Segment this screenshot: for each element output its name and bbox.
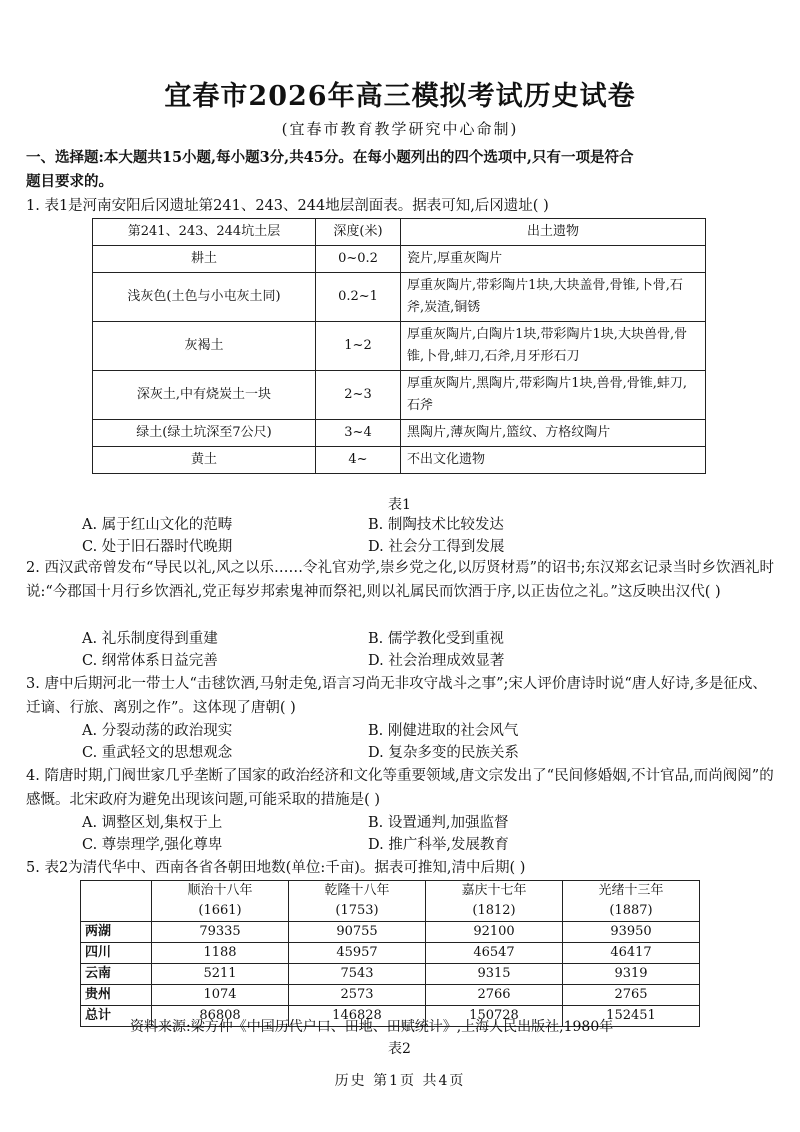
table-cell: 2~3 bbox=[316, 371, 401, 420]
table-cell: 90755 bbox=[289, 922, 426, 943]
table-2-caption: 表2 bbox=[388, 1041, 411, 1057]
table-row-label: 贵州 bbox=[81, 985, 152, 1006]
question-3-stem: 3. 唐中后期河北一带士人“击毬饮酒,马射走兔,语言习尚无非攻守战斗之事”;宋人评价唐诗时说“唐人好诗,多是征戍、迁谪、行旅、离别之作”。这体现了唐朝( ) bbox=[26, 676, 767, 716]
q3-option-c: C. 重武轻文的思想观念 bbox=[82, 745, 233, 761]
table-row-label: 四川 bbox=[81, 943, 152, 964]
table-header-row bbox=[81, 881, 700, 922]
table-row bbox=[93, 246, 706, 273]
q1-option-d: D. 社会分工得到发展 bbox=[368, 539, 505, 555]
header-reign: 乾隆十八年 bbox=[324, 883, 390, 898]
table-2 bbox=[80, 880, 700, 1027]
table-cell: 1074 bbox=[152, 985, 289, 1006]
table-cell: 45957 bbox=[289, 943, 426, 964]
table-cell: 92100 bbox=[426, 922, 563, 943]
table-row bbox=[93, 420, 706, 447]
table-cell: 1188 bbox=[152, 943, 289, 964]
table-2-source: 资料来源:梁方仲《中国历代户口、田地、田赋统计》,上海人民出版社,1980年 bbox=[130, 1019, 614, 1035]
table-cell: 黑陶片,薄灰陶片,篮纹、方格纹陶片 bbox=[401, 420, 706, 447]
question-1-stem: 1. 表1是河南安阳后冈遗址第241、243、244地层剖面表。据表可知,后冈遗址( ) bbox=[26, 198, 549, 214]
table-cell: 深灰土,中有烧炭土一块 bbox=[93, 371, 316, 420]
table-header-cell bbox=[152, 881, 289, 922]
q4-option-d: D. 推广科举,发展教育 bbox=[368, 837, 509, 853]
table-cell: 9319 bbox=[563, 964, 700, 985]
table-header-cell: 深度(米) bbox=[316, 219, 401, 246]
question-5-stem: 5. 表2为清代华中、西南各省各朝田地数(单位:千亩)。据表可推知,清中后期( ) bbox=[26, 860, 526, 876]
question-4-stem: 4. 隋唐时期,门阀世家几乎垄断了国家的政治经济和文化等重要领域,唐文宗发出了“民间修婚姻,不计官品,而尚阀阅”的感慨。北宋政府为避免出现该问题,可能采取的措施是( ) bbox=[26, 768, 774, 808]
table-header-cell bbox=[426, 881, 563, 922]
header-year: (1812) bbox=[472, 903, 516, 918]
table-header-cell-empty bbox=[81, 881, 152, 922]
table-cell: 146828 bbox=[289, 1006, 426, 1027]
table-cell: 2573 bbox=[289, 985, 426, 1006]
table-cell: 0~0.2 bbox=[316, 246, 401, 273]
table-cell: 不出文化遗物 bbox=[401, 447, 706, 474]
table-row bbox=[93, 322, 706, 371]
table-cell: 46417 bbox=[563, 943, 700, 964]
q2-option-d: D. 社会治理成效显著 bbox=[368, 653, 505, 669]
q1-option-a: A. 属于红山文化的范畴 bbox=[82, 517, 233, 533]
q4-option-a: A. 调整区划,集权于上 bbox=[82, 815, 223, 831]
question-2-stem: 2. 西汉武帝曾发布“导民以礼,风之以乐……令礼官劝学,崇乡党之化,以厉贤材焉”的诏书;东汉郑玄记录当时乡饮酒礼时说:“今郡国十月行乡饮酒礼,党正每岁邦索鬼神而祭祀,则以礼属民而饮酒于序,以正齿位之礼。”这反映出汉代( ) bbox=[26, 560, 774, 600]
table-cell: 93950 bbox=[563, 922, 700, 943]
table-cell: 46547 bbox=[426, 943, 563, 964]
table-1-caption: 表1 bbox=[388, 497, 411, 513]
table-header-cell bbox=[289, 881, 426, 922]
table-header-row bbox=[93, 219, 706, 246]
table-cell: 9315 bbox=[426, 964, 563, 985]
table-cell: 瓷片,厚重灰陶片 bbox=[401, 246, 706, 273]
table-cell: 3~4 bbox=[316, 420, 401, 447]
table-row bbox=[81, 922, 700, 943]
table-cell: 5211 bbox=[152, 964, 289, 985]
header-year: (1753) bbox=[335, 903, 379, 918]
table-cell: 2766 bbox=[426, 985, 563, 1006]
section-heading: 一、选择题:本大题共15小题,每小题3分,共45分。在每小题列出的四个选项中,只有一项是符合 bbox=[26, 149, 634, 166]
table-row bbox=[93, 447, 706, 474]
table-cell: 浅灰色(土色与小屯灰土同) bbox=[93, 273, 316, 322]
q2-option-c: C. 纲常体系日益完善 bbox=[82, 653, 218, 669]
q1-option-c: C. 处于旧石器时代晚期 bbox=[82, 539, 233, 555]
q3-option-a: A. 分裂动荡的政治现实 bbox=[82, 723, 233, 739]
table-row-label: 总计 bbox=[81, 1006, 152, 1027]
table-cell: 152451 bbox=[563, 1006, 700, 1027]
table-cell: 79335 bbox=[152, 922, 289, 943]
table-cell: 0.2~1 bbox=[316, 273, 401, 322]
table-cell: 灰褐土 bbox=[93, 322, 316, 371]
table-cell: 1~2 bbox=[316, 322, 401, 371]
q3-option-b: B. 刚健进取的社会风气 bbox=[368, 723, 519, 739]
q4-option-c: C. 尊崇理学,强化尊卑 bbox=[82, 837, 223, 853]
table-row-label: 两湖 bbox=[81, 922, 152, 943]
table-header-cell: 第241、243、244坑土层 bbox=[93, 219, 316, 246]
exam-subtitle: (宜春市教育教学研究中心命制) bbox=[281, 120, 519, 138]
table-row bbox=[81, 964, 700, 985]
table-header-cell: 出土遗物 bbox=[401, 219, 706, 246]
table-row bbox=[81, 985, 700, 1006]
section-heading-cont: 题目要求的。 bbox=[26, 173, 113, 190]
table-cell: 4~ bbox=[316, 447, 401, 474]
header-year: (1887) bbox=[609, 903, 653, 918]
q1-option-b: B. 制陶技术比较发达 bbox=[368, 517, 504, 533]
table-cell: 2765 bbox=[563, 985, 700, 1006]
table-cell: 7543 bbox=[289, 964, 426, 985]
table-cell: 耕土 bbox=[93, 246, 316, 273]
q3-option-d: D. 复杂多变的民族关系 bbox=[368, 745, 519, 761]
q2-option-a: A. 礼乐制度得到重建 bbox=[82, 631, 218, 647]
table-cell: 厚重灰陶片,黑陶片,带彩陶片1块,兽骨,骨锥,蚌刀,石斧 bbox=[401, 371, 706, 420]
table-row-label: 云南 bbox=[81, 964, 152, 985]
header-reign: 嘉庆十七年 bbox=[461, 883, 527, 898]
table-cell: 150728 bbox=[426, 1006, 563, 1027]
table-row bbox=[81, 943, 700, 964]
table-row bbox=[93, 371, 706, 420]
table-cell: 黄土 bbox=[93, 447, 316, 474]
header-reign: 光绪十三年 bbox=[598, 883, 664, 898]
q4-option-b: B. 设置通判,加强监督 bbox=[368, 815, 509, 831]
table-cell: 86808 bbox=[152, 1006, 289, 1027]
header-year: (1661) bbox=[198, 903, 242, 918]
table-header-cell bbox=[563, 881, 700, 922]
table-row bbox=[93, 273, 706, 322]
exam-title: 宜春市2026年高三模拟考试历史试卷 bbox=[164, 81, 636, 112]
table-cell: 绿土(绿土坑深至7公尺) bbox=[93, 420, 316, 447]
table-cell: 厚重灰陶片,白陶片1块,带彩陶片1块,大块兽骨,骨锥,卜骨,蚌刀,石斧,月牙形石刀 bbox=[401, 322, 706, 371]
table-cell: 厚重灰陶片,带彩陶片1块,大块盖骨,骨锥,卜骨,石斧,炭渣,铜锈 bbox=[401, 273, 706, 322]
page-footer: 历史 第1页 共4页 bbox=[334, 1073, 466, 1089]
table-1 bbox=[92, 218, 706, 474]
header-reign: 顺治十八年 bbox=[187, 883, 253, 898]
q2-option-b: B. 儒学教化受到重视 bbox=[368, 631, 504, 647]
